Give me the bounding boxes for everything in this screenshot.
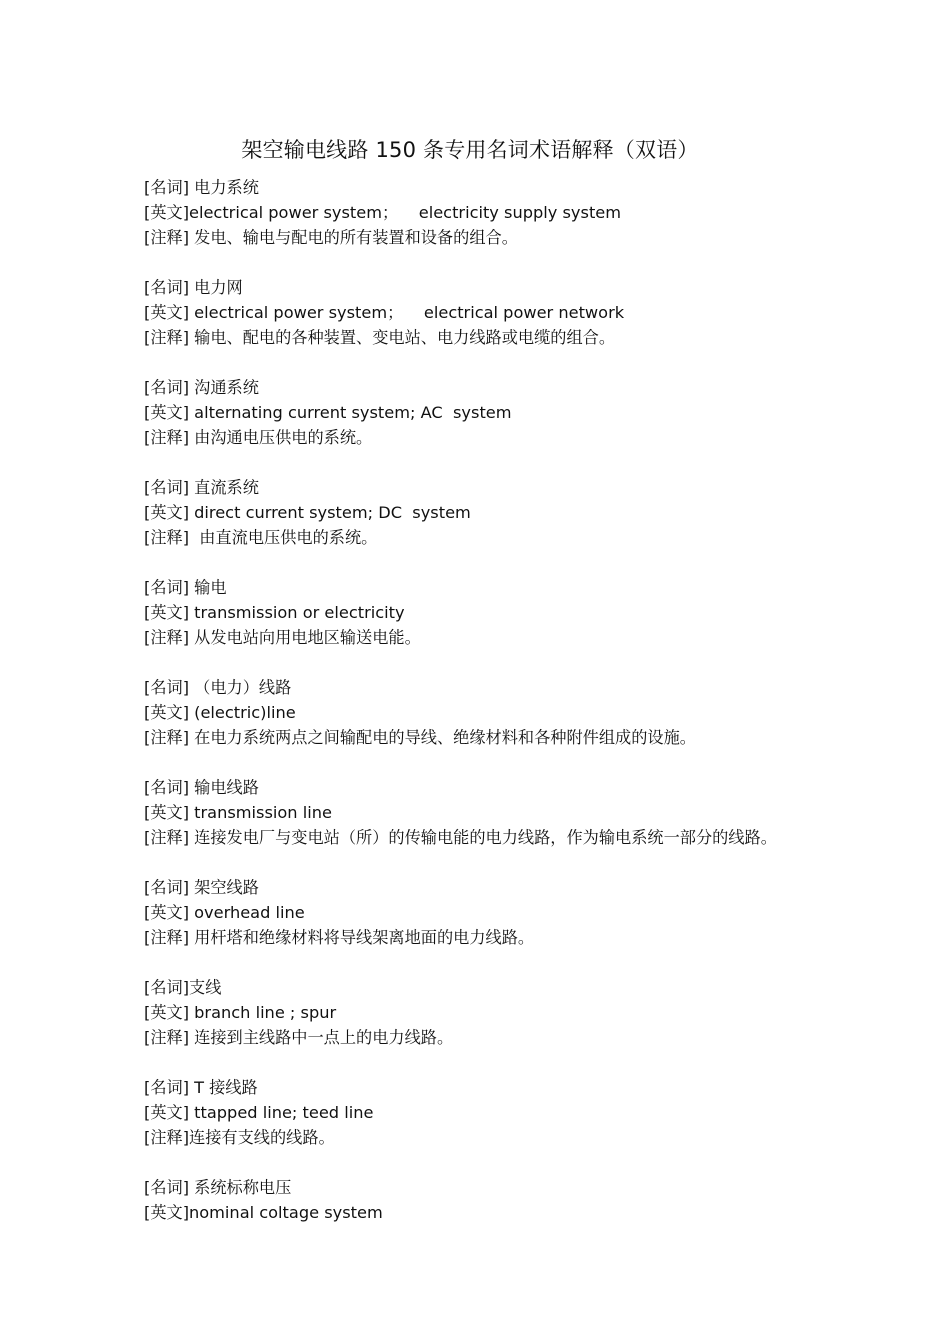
glossary-entries (144, 175, 924, 1250)
glossary-entry (144, 1075, 924, 1150)
entry-english: [英文] ttapped line; teed line (144, 1103, 374, 1122)
entry-note: [注释] 由沟通电压供电的系统。 (144, 428, 373, 447)
entry-term: [名词] T 接线路 (144, 1078, 258, 1097)
entry-note: [注释] 连接到主线路中一点上的电力线路。 (144, 1028, 454, 1047)
entry-note: [注释] 发电、输电与配电的所有装置和设备的组合。 (144, 228, 518, 247)
entry-note: [注释] 在电力系统两点之间输配电的导线、绝缘材料和各种附件组成的设施。 (144, 728, 696, 747)
glossary-entry (144, 675, 924, 750)
entry-term: [名词] 架空线路 (144, 878, 259, 897)
entry-note: [注释] 输电、配电的各种装置、变电站、电力线路或电缆的组合。 (144, 328, 616, 347)
entry-term: [名词] 系统标称电压 (144, 1178, 292, 1197)
entry-term: [名词] 直流系统 (144, 478, 259, 497)
glossary-entry (144, 875, 924, 950)
entry-term: [名词] 电力系统 (144, 178, 259, 197)
entry-note: [注释] 连接发电厂与变电站（所）的传输电能的电力线路，作为输电系统一部分的线路。 (144, 828, 777, 847)
entry-english: [英文] transmission or electricity (144, 603, 405, 622)
glossary-entry (144, 575, 924, 650)
entry-english: [英文] branch line ; spur (144, 1003, 337, 1022)
glossary-entry (144, 475, 924, 550)
entry-english: [英文] alternating current system; AC system (144, 403, 512, 422)
glossary-entry (144, 175, 924, 250)
entry-note: [注释] 从发电站向用电地区输送电能。 (144, 628, 421, 647)
entry-note: [注释] 由直流电压供电的系统。 (144, 528, 378, 547)
entry-note: [注释] 用杆塔和绝缘材料将导线架离地面的电力线路。 (144, 928, 535, 947)
entry-note: [注释]连接有支线的线路。 (144, 1128, 335, 1147)
entry-term: [名词] （电力）线路 (144, 678, 292, 697)
entry-term: [名词]支线 (144, 978, 222, 997)
entry-term: [名词] 输电 (144, 578, 227, 597)
glossary-entry (144, 775, 924, 850)
entry-english: [英文] direct current system; DC system (144, 503, 471, 522)
entry-english: [英文] overhead line (144, 903, 305, 922)
entry-term: [名词] 输电线路 (144, 778, 259, 797)
entry-term: [名词] 沟通系统 (144, 378, 259, 397)
entry-english: [英文] electrical power system； electrical power network (144, 303, 625, 322)
glossary-entry (144, 375, 924, 450)
entry-english: [英文]electrical power system； electricity supply system (144, 203, 622, 222)
entry-term: [名词] 电力网 (144, 278, 243, 297)
glossary-entry (144, 975, 924, 1050)
document-title: 架空输电线路 150 条专用名词术语解释（双语） (241, 138, 699, 162)
entry-english: [英文] (electric)line (144, 703, 296, 722)
entry-english: [英文]nominal coltage system (144, 1203, 383, 1222)
glossary-entry (144, 1175, 924, 1225)
glossary-entry (144, 275, 924, 350)
entry-english: [英文] transmission line (144, 803, 332, 822)
